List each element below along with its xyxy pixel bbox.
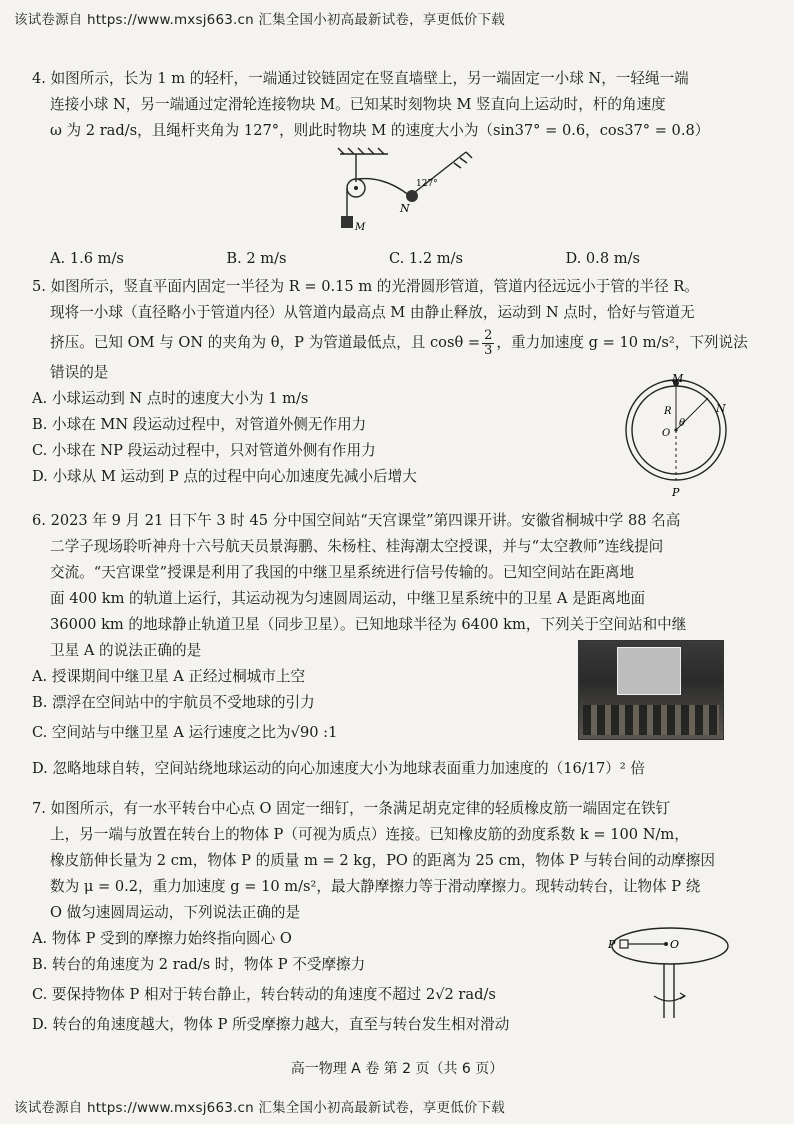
q6-option-c: C. 空间站与中继卫星 A 运行速度之比为√90 :1 [32,724,338,741]
q7-option-c: C. 要保持物体 P 相对于转台静止，转台转动的角速度不超过 2√2 rad/s [32,986,496,1003]
q5-frac-denominator: 3 [484,342,493,358]
q5-stem-line-3b: ，重力加速度 g = 10 m/s²，下列说法 [496,334,748,351]
q6-stem-line-4: 面 400 km 的轨道上运行，其运动视为匀速圆周运动，中继卫星系统中的卫星 A 是距离地面 [50,590,646,607]
q4-label-m: M [355,222,366,233]
q5-label-p: P [672,486,680,499]
photo-screen [617,647,681,695]
q7-option-b: B. 转台的角速度为 2 rad/s 时，物体 P 不受摩擦力 [32,956,366,973]
q6-stem-line-6: 卫星 A 的说法正确的是 [50,642,202,659]
q7-option-a: A. 物体 P 受到的摩擦力始终指向圆心 O [32,930,292,947]
q7-stem-line-3: 橡皮筋伸长量为 2 cm，物体 P 的质量 m = 2 kg，PO 的距离为 25 cm，物体 P 与转台间的动摩擦因 [50,852,715,869]
q4-stem-line-3: ω 为 2 rad/s，且绳杆夹角为 127°，则此时物块 M 的速度大小为（sin37° = 0.6，cos37° = 0.8） [50,122,710,139]
q5-stem-line-3a: 挤压。已知 OM 与 ON 的夹角为 θ，P 为管道最低点，且 cosθ = [50,334,481,351]
q5-label-o: O [662,428,671,439]
q5-label-theta: θ [679,418,686,429]
q7-turntable-figure [606,924,746,1028]
q5-option-d: D. 小球从 M 运动到 P 点的过程中向心加速度先减小后增大 [32,468,417,485]
q5-label-r: R [664,406,672,417]
q5-option-a: A. 小球运动到 N 点时的速度大小为 1 m/s [32,390,309,407]
classroom-photo [578,640,724,740]
page-footer: 高一物理 A 卷 第 2 页（共 6 页） [290,1061,504,1077]
q4-stem-line-1: 4. 如图所示，长为 1 m 的轻杆，一端通过铰链固定在竖直墙壁上，另一端固定一小球 N，一轻绳一端 [32,70,689,87]
q5-stem-line-3 [50,326,752,360]
q5-option-c: C. 小球在 NP 段运动过程中，只对管道外侧有作用力 [32,442,376,459]
q5-frac-numerator: 2 [484,327,493,343]
source-banner-top: 该试卷源自 https://www.mxsj663.cn 汇集全国小初高最新试卷，享更低价下载 [14,12,506,28]
q5-stem-line-4: 错误的是 [50,364,109,381]
q5-cos-fraction [482,329,494,358]
source-banner-bottom: 该试卷源自 https://www.mxsj663.cn 汇集全国小初高最新试卷，享更低价下载 [14,1100,506,1116]
q7-stem-line-2: 上，另一端与放置在转台上的物体 P（可视为质点）连接。已知橡皮筋的劲度系数 k = 100 N/m， [50,826,689,843]
q5-option-b: B. 小球在 MN 段运动过程中，对管道外侧无作用力 [32,416,367,433]
q7-option-d: D. 转台的角速度越大，物体 P 所受摩擦力越大，直至与转台发生相对滑动 [32,1016,510,1033]
q7-stem-line-4: 数为 μ = 0.2，重力加速度 g = 10 m/s²，最大静摩擦力等于滑动摩擦力。现转动转台，让物体 P 绕 [50,878,701,895]
q5-stem-line-2: 现将一小球（直径略小于管道内径）从管道内最高点 M 由静止释放，运动到 N 点时，恰好与管道无 [50,304,695,321]
q6-stem-line-1: 6. 2023 年 9 月 21 日下午 3 时 45 分中国空间站“天宫课堂”第四课开讲。安徽省桐城中学 88 名高 [32,512,681,529]
q7-stem-line-5: O 做匀速圆周运动，下列说法正确的是 [50,904,301,921]
q4-option-d: D. 0.8 m/s [565,250,640,267]
q4-stem-line-2: 连接小球 N，另一端通过定滑轮连接物块 M。已知某时刻物块 M 竖直向上运动时，杆的角速度 [50,96,666,113]
q4-label-n: N [400,202,410,215]
q6-stem-line-3: 交流。“天宫课堂”授课是利用了我国的中继卫星系统进行信号传输的。已知空间站在距离地 [50,564,635,581]
q5-pipe-figure [618,372,738,502]
q4-angle-label: 127° [416,179,438,189]
q7-label-p: P [608,938,616,951]
question-4 [32,66,752,144]
q4-option-b: B. 2 m/s [226,250,287,267]
q4-option-c: C. 1.2 m/s [388,250,463,267]
q7-label-o: O [670,938,680,951]
q5-label-n: N [716,402,726,415]
q4-figure [330,146,480,238]
photo-audience [583,705,719,735]
q7-stem-line-1: 7. 如图所示，有一水平转台中心点 O 固定一细钉，一条满足胡克定律的轻质橡皮筋一端固定在铁钉 [32,800,671,817]
q6-stem-line-2: 二学子现场聆听神舟十六号航天员景海鹏、朱杨柱、桂海潮太空授课，并与“太空教师”连线提问 [50,538,664,555]
q4-options [32,246,752,272]
q6-option-d: D. 忽略地球自转，空间站绕地球运动的向心加速度大小为地球表面重力加速度的（16/17）² 倍 [32,760,645,777]
q5-label-m: M [672,372,684,385]
q5-stem-line-1: 5. 如图所示，竖直平面内固定一半径为 R = 0.15 m 的光滑圆形管道，管道内径远远小于管的半径 R。 [32,278,699,295]
q4-option-a: A. 1.6 m/s [50,250,124,267]
q6-option-b: B. 漂浮在空间站中的宇航员不受地球的引力 [32,694,315,711]
q6-stem-line-5: 36000 km 的地球静止轨道卫星（同步卫星）。已知地球半径为 6400 km，下列关于空间站和中继 [50,616,687,633]
q6-option-a: A. 授课期间中继卫星 A 正经过桐城市上空 [32,668,306,685]
